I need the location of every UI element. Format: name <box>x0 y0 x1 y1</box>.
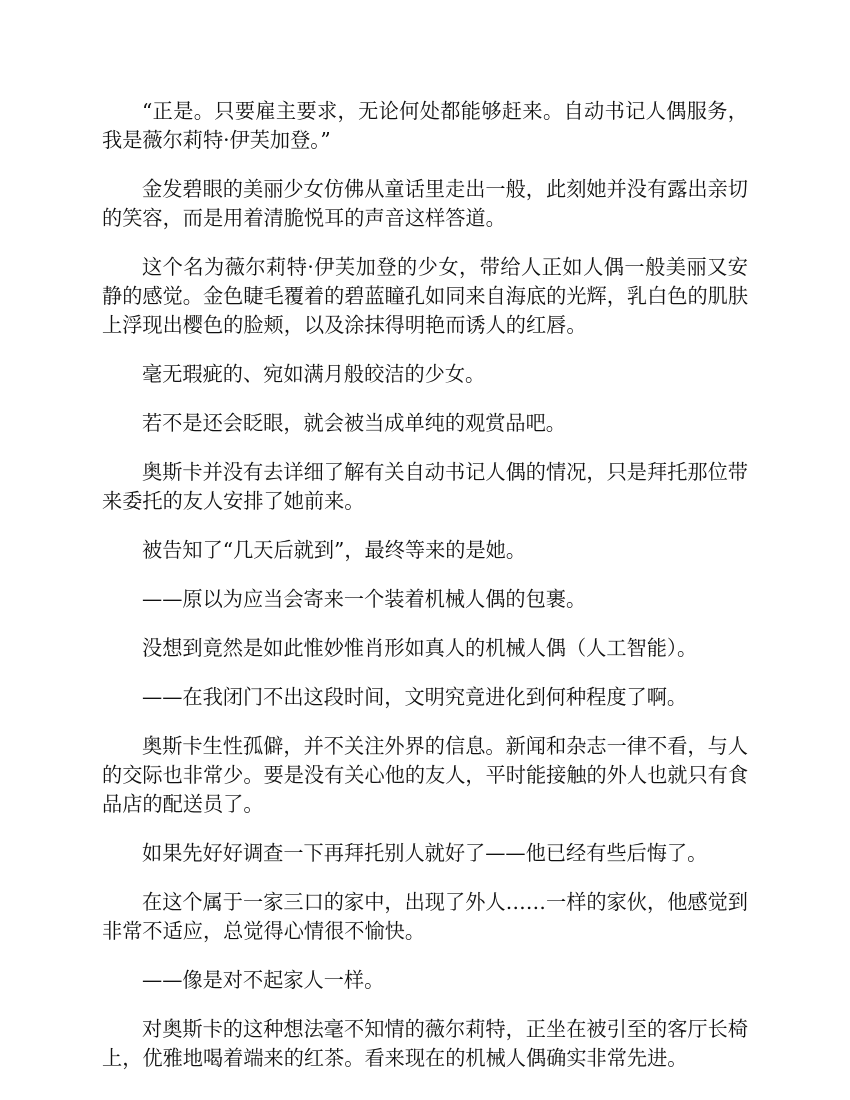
paragraph-1: “正是。只要雇主要求，无论何处都能够赶来。自动书记人偶服务，我是薇尔莉特·伊芙加登。” <box>102 99 748 152</box>
paragraph-9: 没想到竟然是如此惟妙惟肖形如真人的机械人偶（人工智能）。 <box>142 636 698 660</box>
paragraph-5: 若不是还会眨眼，就会被当成单纯的观赏品吧。 <box>142 411 566 435</box>
paragraph-14: ——像是对不起家人一样。 <box>142 968 385 992</box>
paragraph-10: ——在我闭门不出这段时间，文明究竟进化到何种程度了啊。 <box>142 685 688 709</box>
paragraph-3: 这个名为薇尔莉特·伊芙加登的少女，带给人正如人偶一般美丽又安静的感觉。金色睫毛覆着的碧蓝瞳孔如同来自海底的光辉，乳白色的肌肤上浮现出樱色的脸颊，以及涂抹得明艳而诱人的红唇。 <box>102 255 749 337</box>
paragraph-11: 奥斯卡生性孤僻，并不关注外界的信息。新闻和杂志一律不看，与人的交际也非常少。要是没有关心他的友人，平时能接触的外人也就只有食品店的配送员了。 <box>102 734 749 816</box>
paragraph-2: 金发碧眼的美丽少女仿佛从童话里走出一般，此刻她并没有露出亲切的笑容，而是用着清脆悦耳的声音这样答道。 <box>102 177 748 230</box>
paragraph-13: 在这个属于一家三口的家中，出现了外人……一样的家伙，他感觉到非常不适应，总觉得心情很不愉快。 <box>102 890 748 943</box>
paragraph-12: 如果先好好调查一下再拜托别人就好了——他已经有些后悔了。 <box>142 841 708 865</box>
paragraph-7: 被告知了“几天后就到”，最终等来的是她。 <box>142 538 527 562</box>
paragraph-6: 奥斯卡并没有去详细了解有关自动书记人偶的情况，只是拜托那位带来委托的友人安排了她前来。 <box>102 460 748 513</box>
paragraph-8: ——原以为应当会寄来一个装着机械人偶的包裹。 <box>142 587 587 611</box>
paragraph-15: 对奥斯卡的这种想法毫不知情的薇尔莉特，正坐在被引至的客厅长椅上，优雅地喝着端来的红茶。看来现在的机械人偶确实非常先进。 <box>102 1017 748 1070</box>
paragraph-4: 毫无瑕疵的、宛如满月般皎洁的少女。 <box>142 362 486 386</box>
document-page <box>102 97 748 1093</box>
